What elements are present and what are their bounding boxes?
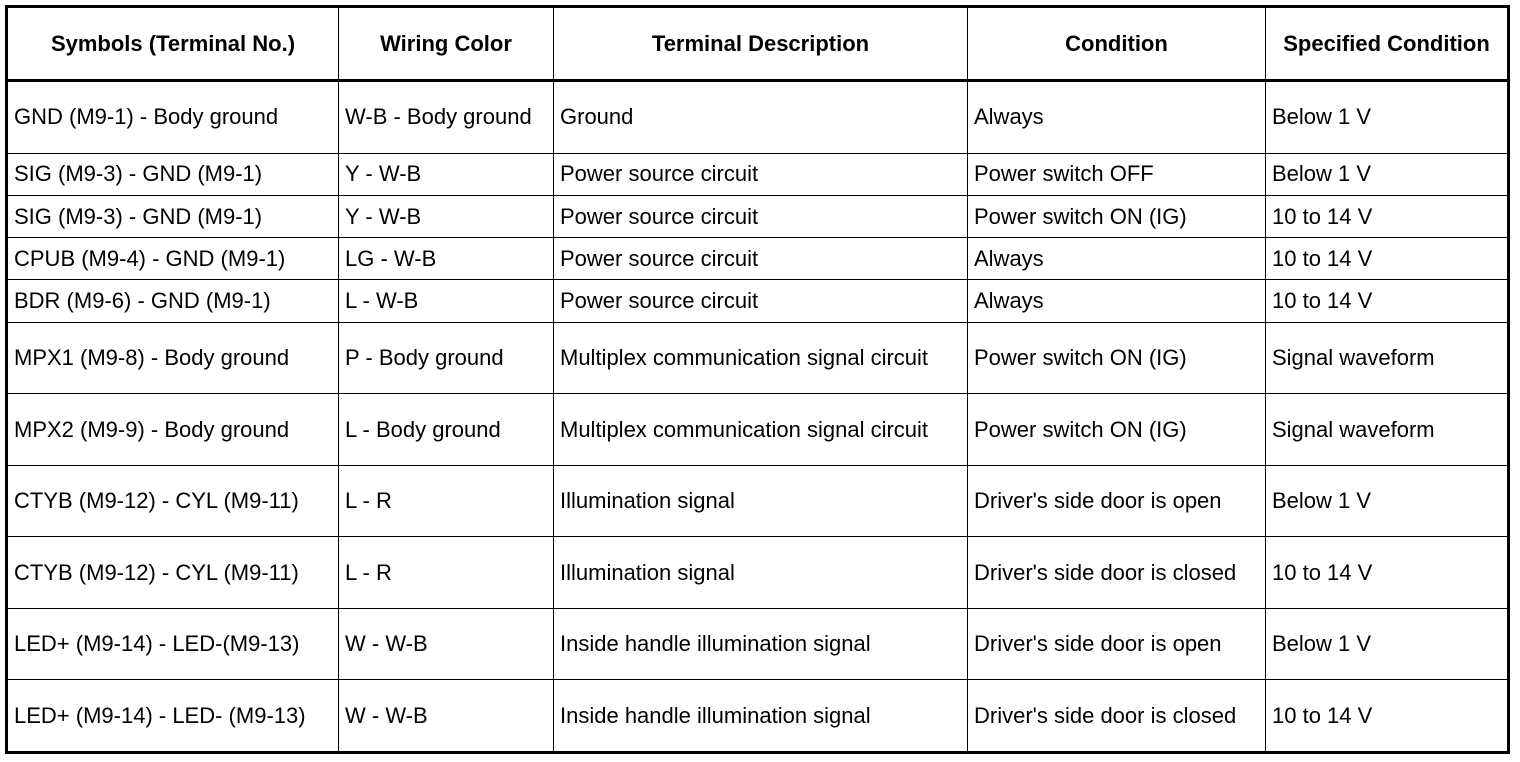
cell-wiring-color: L - R (339, 537, 554, 609)
cell-condition: Driver's side door is open (968, 465, 1266, 537)
cell-terminal-description: Illumination signal (554, 537, 968, 609)
cell-symbols: LED+ (M9-14) - LED- (M9-13) (7, 680, 339, 753)
cell-condition: Power switch ON (IG) (968, 322, 1266, 394)
cell-symbols: GND (M9-1) - Body ground (7, 81, 339, 154)
cell-specified-condition: 10 to 14 V (1266, 680, 1509, 753)
cell-terminal-description: Multiplex communication signal circuit (554, 394, 968, 466)
header-wiring-color: Wiring Color (339, 7, 554, 81)
table-row (7, 465, 1509, 537)
table-row (7, 537, 1509, 609)
cell-terminal-description: Power source circuit (554, 153, 968, 195)
cell-specified-condition: Below 1 V (1266, 608, 1509, 680)
table-row (7, 153, 1509, 195)
header-row (7, 7, 1509, 81)
header-condition: Condition (968, 7, 1266, 81)
cell-condition: Driver's side door is closed (968, 537, 1266, 609)
cell-symbols: SIG (M9-3) - GND (M9-1) (7, 153, 339, 195)
cell-wiring-color: L - R (339, 465, 554, 537)
cell-symbols: LED+ (M9-14) - LED-(M9-13) (7, 608, 339, 680)
cell-terminal-description: Power source circuit (554, 195, 968, 237)
table-row (7, 608, 1509, 680)
cell-symbols: CTYB (M9-12) - CYL (M9-11) (7, 465, 339, 537)
table-row (7, 322, 1509, 394)
cell-wiring-color: W - W-B (339, 608, 554, 680)
cell-condition: Always (968, 238, 1266, 280)
cell-condition: Always (968, 81, 1266, 154)
cell-specified-condition: 10 to 14 V (1266, 280, 1509, 322)
cell-specified-condition: 10 to 14 V (1266, 537, 1509, 609)
cell-condition: Always (968, 280, 1266, 322)
terminal-spec-table (5, 5, 1510, 754)
table-row (7, 238, 1509, 280)
cell-specified-condition: Below 1 V (1266, 465, 1509, 537)
table-row (7, 394, 1509, 466)
header-specified-condition: Specified Condition (1266, 7, 1509, 81)
cell-specified-condition: Signal waveform (1266, 394, 1509, 466)
cell-condition: Power switch ON (IG) (968, 394, 1266, 466)
cell-terminal-description: Power source circuit (554, 280, 968, 322)
table-row (7, 195, 1509, 237)
cell-wiring-color: L - Body ground (339, 394, 554, 466)
cell-condition: Power switch ON (IG) (968, 195, 1266, 237)
cell-wiring-color: W - W-B (339, 680, 554, 753)
cell-specified-condition: Below 1 V (1266, 153, 1509, 195)
table-row (7, 280, 1509, 322)
cell-terminal-description: Ground (554, 81, 968, 154)
cell-wiring-color: P - Body ground (339, 322, 554, 394)
cell-condition: Power switch OFF (968, 153, 1266, 195)
table-row (7, 680, 1509, 753)
cell-wiring-color: Y - W-B (339, 195, 554, 237)
cell-terminal-description: Illumination signal (554, 465, 968, 537)
cell-symbols: CPUB (M9-4) - GND (M9-1) (7, 238, 339, 280)
cell-symbols: MPX1 (M9-8) - Body ground (7, 322, 339, 394)
cell-condition: Driver's side door is open (968, 608, 1266, 680)
table-row (7, 81, 1509, 154)
cell-terminal-description: Inside handle illumination signal (554, 680, 968, 753)
cell-specified-condition: Signal waveform (1266, 322, 1509, 394)
cell-terminal-description: Power source circuit (554, 238, 968, 280)
header-terminal-description: Terminal Description (554, 7, 968, 81)
cell-wiring-color: L - W-B (339, 280, 554, 322)
cell-specified-condition: 10 to 14 V (1266, 238, 1509, 280)
header-symbols: Symbols (Terminal No.) (7, 7, 339, 81)
cell-condition: Driver's side door is closed (968, 680, 1266, 753)
cell-symbols: MPX2 (M9-9) - Body ground (7, 394, 339, 466)
cell-symbols: SIG (M9-3) - GND (M9-1) (7, 195, 339, 237)
cell-specified-condition: 10 to 14 V (1266, 195, 1509, 237)
cell-wiring-color: Y - W-B (339, 153, 554, 195)
cell-symbols: BDR (M9-6) - GND (M9-1) (7, 280, 339, 322)
cell-wiring-color: LG - W-B (339, 238, 554, 280)
cell-specified-condition: Below 1 V (1266, 81, 1509, 154)
cell-terminal-description: Inside handle illumination signal (554, 608, 968, 680)
cell-symbols: CTYB (M9-12) - CYL (M9-11) (7, 537, 339, 609)
cell-terminal-description: Multiplex communication signal circuit (554, 322, 968, 394)
cell-wiring-color: W-B - Body ground (339, 81, 554, 154)
